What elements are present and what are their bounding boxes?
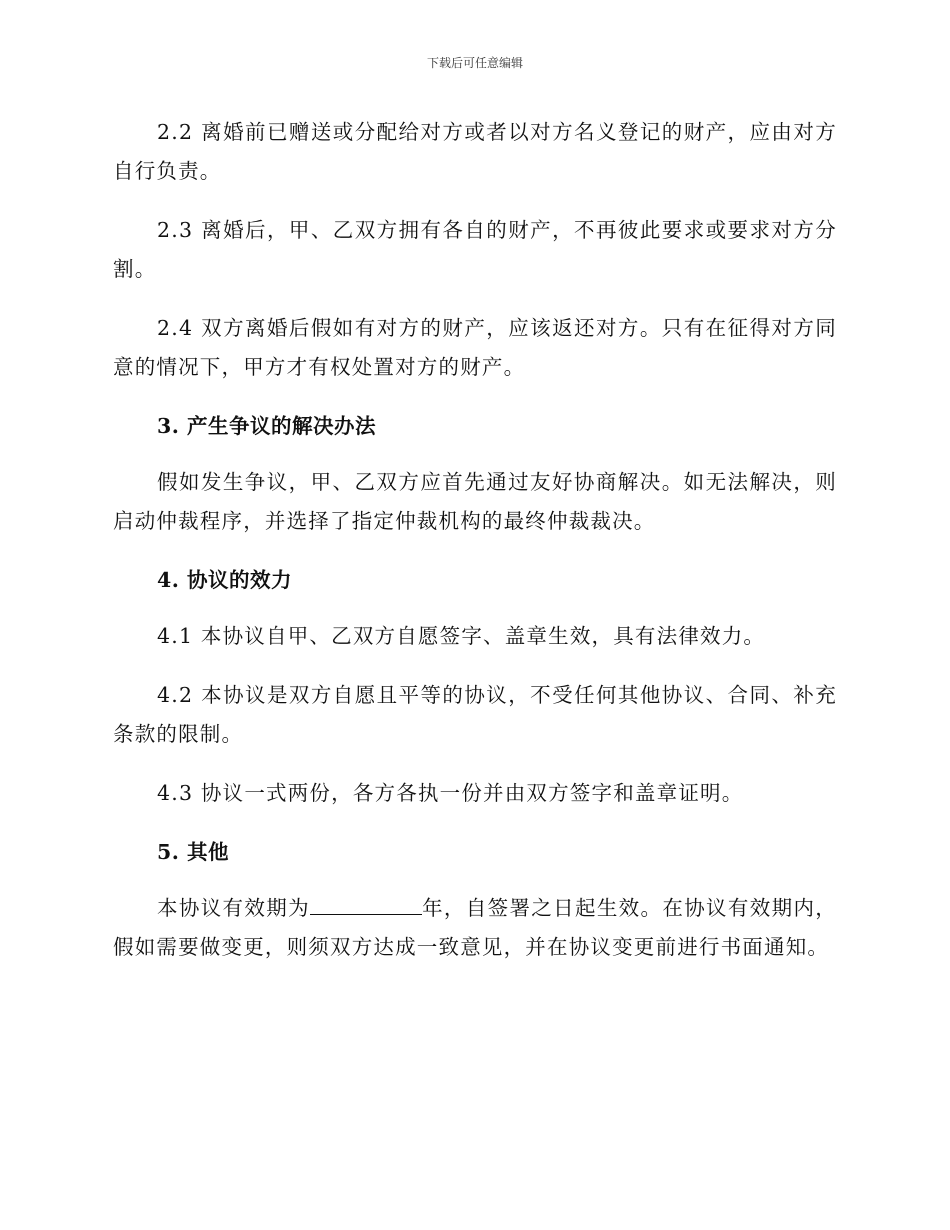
validity-years-blank — [310, 892, 422, 915]
clause-4-2: 4.2 本协议是双方自愿且平等的协议，不受任何其他协议、合同、补充条款的限制。 — [113, 683, 837, 746]
clause-4-3: 4.3 协议一式两份，各方各执一份并由双方签字和盖章证明。 — [157, 781, 744, 805]
validity-text-before: 本协议有效期为 — [157, 896, 310, 920]
clause-2-4: 2.4 双方离婚后假如有对方的财产，应该返还对方。只有在征得对方同意的情况下，甲方才有权处置对方的财产。 — [113, 316, 837, 379]
page-header-note: 下载后可任意编辑 — [426, 56, 523, 70]
clause-2-2: 2.2 离婚前已赠送或分配给对方或者以对方名义登记的财产，应由对方自行负责。 — [113, 120, 837, 183]
section-3-heading: 3. 产生争议的解决办法 — [157, 414, 377, 438]
section-5-heading: 5. 其他 — [157, 840, 230, 864]
section-4-heading: 4. 协议的效力 — [157, 568, 293, 592]
section-5-text — [113, 889, 837, 967]
validity-text-after: 年，自签署之日起生效。在协议有效期内，假如需要做变更，则须双方达成一致意见，并在协议变更前进行书面通知。 — [113, 896, 837, 959]
clause-2-3: 2.3 离婚后，甲、乙双方拥有各自的财产，不再彼此要求或要求对方分割。 — [113, 218, 837, 281]
section-3-text: 假如发生争议，甲、乙双方应首先通过友好协商解决。如无法解决，则启动仲裁程序，并选择了指定仲裁机构的最终仲裁裁决。 — [113, 470, 837, 533]
document-body — [113, 113, 837, 987]
clause-4-1: 4.1 本协议自甲、乙双方自愿签字、盖章生效，具有法律效力。 — [157, 624, 766, 648]
